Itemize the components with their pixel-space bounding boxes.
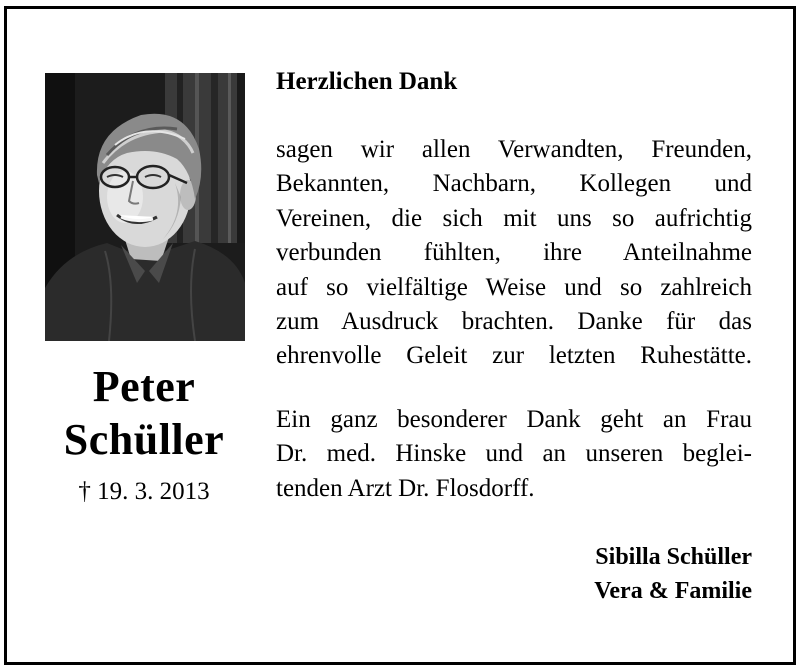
signature-line: Vera & Familie <box>594 578 752 604</box>
paragraph-line: tenden Arzt Dr. Flosdorff. <box>276 474 535 502</box>
paragraph-line: zum Ausdruck brachten. Danke für das <box>276 308 752 336</box>
paragraph-line: sagen wir allen Verwandten, Freunden, <box>276 136 752 163</box>
paragraph-line: Dr. med. Hinske und an unseren beglei- <box>276 440 752 468</box>
paragraph-line: ehrenvolle Geleit zur letzten Ruhestätte. <box>276 342 752 370</box>
portrait-photo <box>45 73 245 341</box>
deceased-last-name: Schüller <box>63 415 225 464</box>
paragraph-line: Ein ganz besonderer Dank geht an Frau <box>276 406 752 433</box>
signature-line: Sibilla Schüller <box>595 544 752 570</box>
special-thanks-paragraph <box>276 403 752 506</box>
paragraph-line: Vereinen, die sich mit uns so aufrichtig <box>276 204 752 232</box>
portrait-illustration <box>45 73 245 341</box>
paragraph-line: verbunden fühlten, ihre Anteilnahme <box>276 239 752 267</box>
paragraph-line: Bekannten, Nachbarn, Kollegen und <box>276 170 752 198</box>
deceased-first-name: Peter <box>92 362 196 411</box>
thanks-heading: Herzlichen Dank <box>276 68 458 95</box>
death-date: † 19. 3. 2013 <box>78 478 210 505</box>
thanks-paragraph <box>276 133 752 374</box>
paragraph-line: auf so vielfältige Weise und so zahlreich <box>276 273 752 301</box>
